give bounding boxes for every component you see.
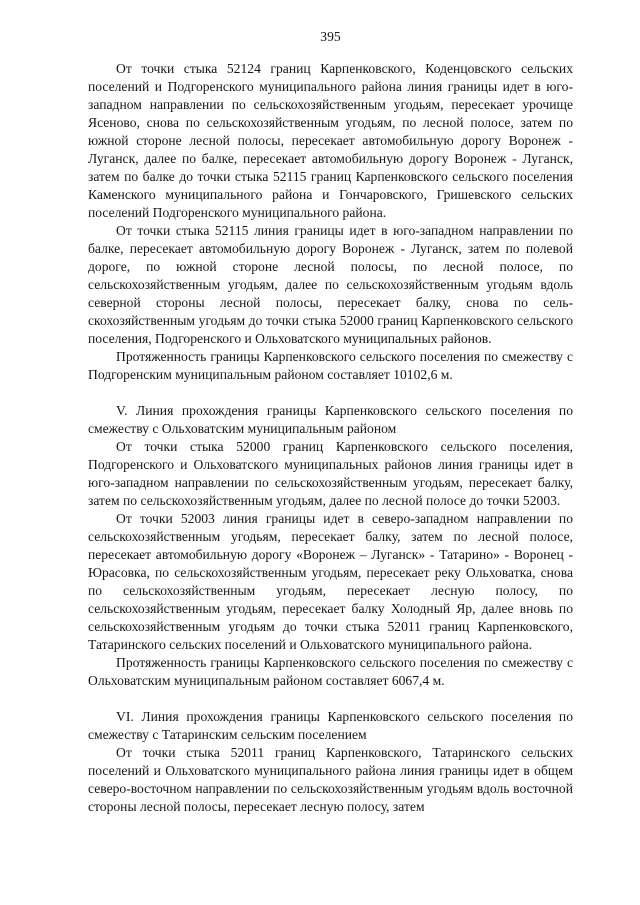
paragraph-point-52000: От точки стыка 52000 границ Карпенковского сельского поселения, Подгоренского и Ольховатского муниципальных районов линия границы идет в юго-западном направлении по сельскохозяйственным угодьям, пересекает балку, затем по сельскохозяйственным угодьям, далее по лесной полосе до точки 52003.	[88, 439, 573, 508]
paragraph-point-52003: От точки 52003 линия границы идет в северо-западном направлении по сельскохозяйственным угодьям, пересекает балку, затем по лесной полосе, пересекает автомобильную дорогу «Воронеж – Луганск» - Татарино» - Воронец - Юрасовка, по сельскохозяйственным угодьям, пересекает реку Ольховатка, снова по сельскохозяйственным угодьям, пересекает лесную полосу, по сельскохозяйственным угодьям, пересекает балку Холодный Яр, далее вновь по сельскохозяйственным угодьям до точки стыка 52011 границ Карпенковского, Татаринского сельских поселений и Ольховатского муниципального района.	[88, 511, 573, 652]
paragraph-point-52115: От точки стыка 52115 линия границы идет в юго-западном направлении по балке, пересекает автомобильную дорогу Воронеж - Луганск, затем по полевой дороге, по южной стороне лесной полосы, по лесной полосе, по сельскохозяйственным угодьям, далее по сельскохозяйственным угодьям вдоль северной стороны лесной полосы, пересекает балку, снова по сельскохозяйственным угодьям до точки стыка 52000 границ Карпенковского сельского поселения, Подгоренского и Ольховатского муниципальных районов.	[88, 223, 573, 346]
paragraph-point-52011: От точки стыка 52011 границ Карпенковского, Татаринского сельских поселений и Ольховатского муниципального района линия границы идет в общем северо-восточном направлении по сельскохозяйственным угодьям вдоль восточной стороны лесной полосы, пересекает лесную полосу, затем	[88, 745, 573, 814]
paragraph-olkhovatsky-length: Протяженность границы Карпенковского сельского поселения по смежеству с Ольховатским муниципальным районом составляет 6067,4 м.	[88, 655, 573, 688]
section-heading-6: VI. Линия прохождения границы Карпенковского сельского поселения по смежеству с Татаринским сельским поселением	[88, 709, 573, 742]
section-heading-5: V. Линия прохождения границы Карпенковского сельского поселения по смежеству с Ольховатским муниципальным районом	[88, 403, 573, 436]
document-page	[88, 28, 573, 816]
paragraph-podgorensky-length: Протяженность границы Карпенковского сельского поселения по смежеству с Подгоренским муниципальным районом составляет 10102,6 м.	[88, 349, 573, 382]
page-number: 395	[320, 29, 341, 44]
paragraph-podgorensky-start: От точки стыка 52124 границ Карпенковского, Коденцовского сельских поселений и Подгоренского муниципального района линия границы идет в юго-западном направлении по сельскохозяйственным угодьям, пересекает урочище Ясеново, снова по сельскохозяйственным угодьям, по лесной полосе, затем по южной стороне лесной полосы, пересекает автомобильную дорогу Воронеж - Луганск, далее по балке, пересекает автомобильную дорогу Воронеж - Луганск, затем по балке до точки стыка 52115 границ Карпенковского сельского поселения Каменского муниципального района и Гончаровского, Гришевского сельских поселений Подгоренского муниципального района.	[88, 61, 573, 220]
